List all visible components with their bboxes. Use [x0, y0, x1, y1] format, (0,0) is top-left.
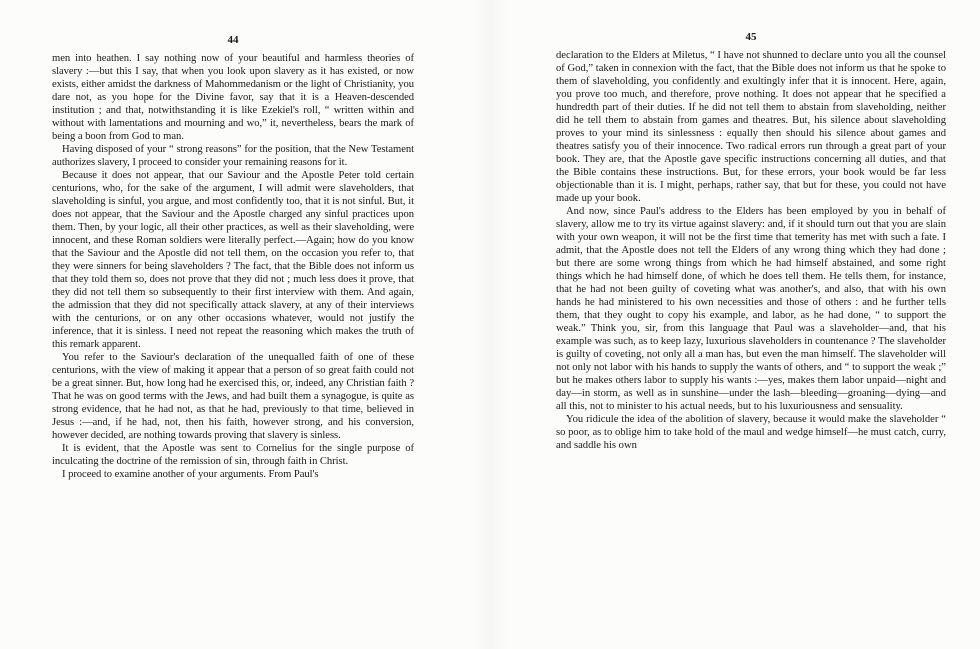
paragraph: It is evident, that the Apostle was sent to Cornelius for the single purpose of inculcating the doctrine of the remission of sin, through faith in Christ.: [52, 443, 414, 467]
paragraph: Because it does not appear, that our Saviour and the Apostle Peter told certain centurions, who, for the sake of the argument, I will admit were slaveholders, that slaveholding is sinful, you argue, and most confidently too, that it is not sinful. But, it does not appear, that the Saviour and the Apostle charged any sinful practices upon them. Then, by your logic, all their other practices, as well as their slaveholding, were innocent, and these Roman soldiers were literally perfect.—Again; how do you know that the Saviour and the Apostle did not tell them, on the occasion you refer to, that they were sinners for being slaveholders ? The fact, that the Bible does not inform us that they told them so, does not prove that they did not ; much less does it prove, that they did not tell them so subsequently to their first interview with them. And again, the admission that they did not specifically attack slavery, at any of their interviews with the centurions, or on any other occasions whatever, would not justify the inference, that it is sinless. I need not repeat the reasoning which makes the truth of this remark apparent.: [52, 170, 414, 350]
left-page: [52, 0, 414, 649]
paragraph: You ridicule the idea of the abolition of slavery, because it would make the slaveholder “ so poor, as to oblige him to take hold of the maul and wedge himself—he must catch, curry, and saddle his own: [556, 414, 946, 451]
right-page: [556, 0, 946, 649]
paragraph: declaration to the Elders at Miletus, “ I have not shunned to declare unto you all the counsel of God,” taken in connexion with the fact, that the Bible does not inform us that he spoke to them of slaveholding, you confidently and exultingly infer that it is innocent. Here, again, you prove too much, and therefore, prove nothing. It does not appear that he specified a hundredth part of their duties. If he did not tell them to abstain from slaveholding, neither did he tell them to abstain from games and theatres. But, his silence about slaveholding proves to your mind its sinlessness : equally then should his silence about games and theatres satisfy you of their innocence. Two radical errors run through a great part of your book. They are, that the Apostle gave specific instructions concerning all duties, and that the Bible contains these instructions. But, for these errors, your book would be far less objectionable than it is. I might, perhaps, rather say, that but for these, you could not have made up your book.: [556, 50, 946, 204]
paragraph: Having disposed of your “ strong reasons” for the position, that the New Testament authorizes slavery, I proceed to consider your remaining reasons for it.: [52, 144, 414, 168]
page-number: 44: [227, 34, 239, 46]
paragraph: I proceed to examine another of your arguments. From Paul's: [62, 469, 319, 480]
page-gutter: [470, 0, 510, 649]
paragraph: And now, since Paul's address to the Elders has been employed by you in behalf of slavery, allow me to try its virtue against slavery: and, if it should turn out that you are slain with your own weapon, it will not be the first time that temerity has met with such a fate. I admit, that the Apostle does not tell the Elders of any wrong thing which they had done ; but there are some wrong things from which he had himself abstained, and some right things which he had himself done, of which he does tell them. He tells them, for instance, that he had not been guilty of coveting what was another's, and also, that with his own hands he had ministered to his own necessities and those of others : and he further tells them, that they ought to copy his example, and labor, as he had done, “ to support the weak.” Think you, sir, from this language that Paul was a slaveholder—and, that his example was such, as to keep lazy, luxurious slaveholders in countenance ? The slaveholder is guilty of coveting, not only all a man has, but even the man himself. The slaveholder will not only not labor with his hands to supply the wants of others, and “ to support the weak ;” but he makes others labor to supply his wants :—yes, makes them labor unpaid—night and day—in storm, as well as in sunshine—under the lash—bleeding—groaning—dying—and all this, not to minister to his actual needs, but to his luxuriousness and sensuality.: [556, 206, 946, 412]
paragraph: You refer to the Saviour's declaration of the unequalled faith of one of these centurions, with the view of making it appear that a person of so great faith could not be a great sinner. But, how long had he exercised this, or, indeed, any Christian faith ? That he was on good terms with the Jews, and had built them a synagogue, is quite as strong evidence, that he had not, as that he had, previously to that time, believed in Jesus :—and, if he had, not, then his faith, however strong, and his conversion, however decided, are nothing towards proving that slavery is sinless.: [52, 352, 414, 441]
paragraph: men into heathen. I say nothing now of your beautiful and harmless theories of slavery :—but this I say, that when you look upon slavery as it has existed, or now exists, either amidst the darkness of Mahommedanism or the light of Christianity, you dare not, as you hope for the Divine favor, say that it is a Heaven-descended institution ; and that, notwithstanding it is like Ezekiel's roll, “ written within and without with lamentations and mourning and wo,” it, nevertheless, bears the mark of being a boon from God to man.: [52, 53, 414, 142]
page-number: 45: [745, 31, 757, 43]
